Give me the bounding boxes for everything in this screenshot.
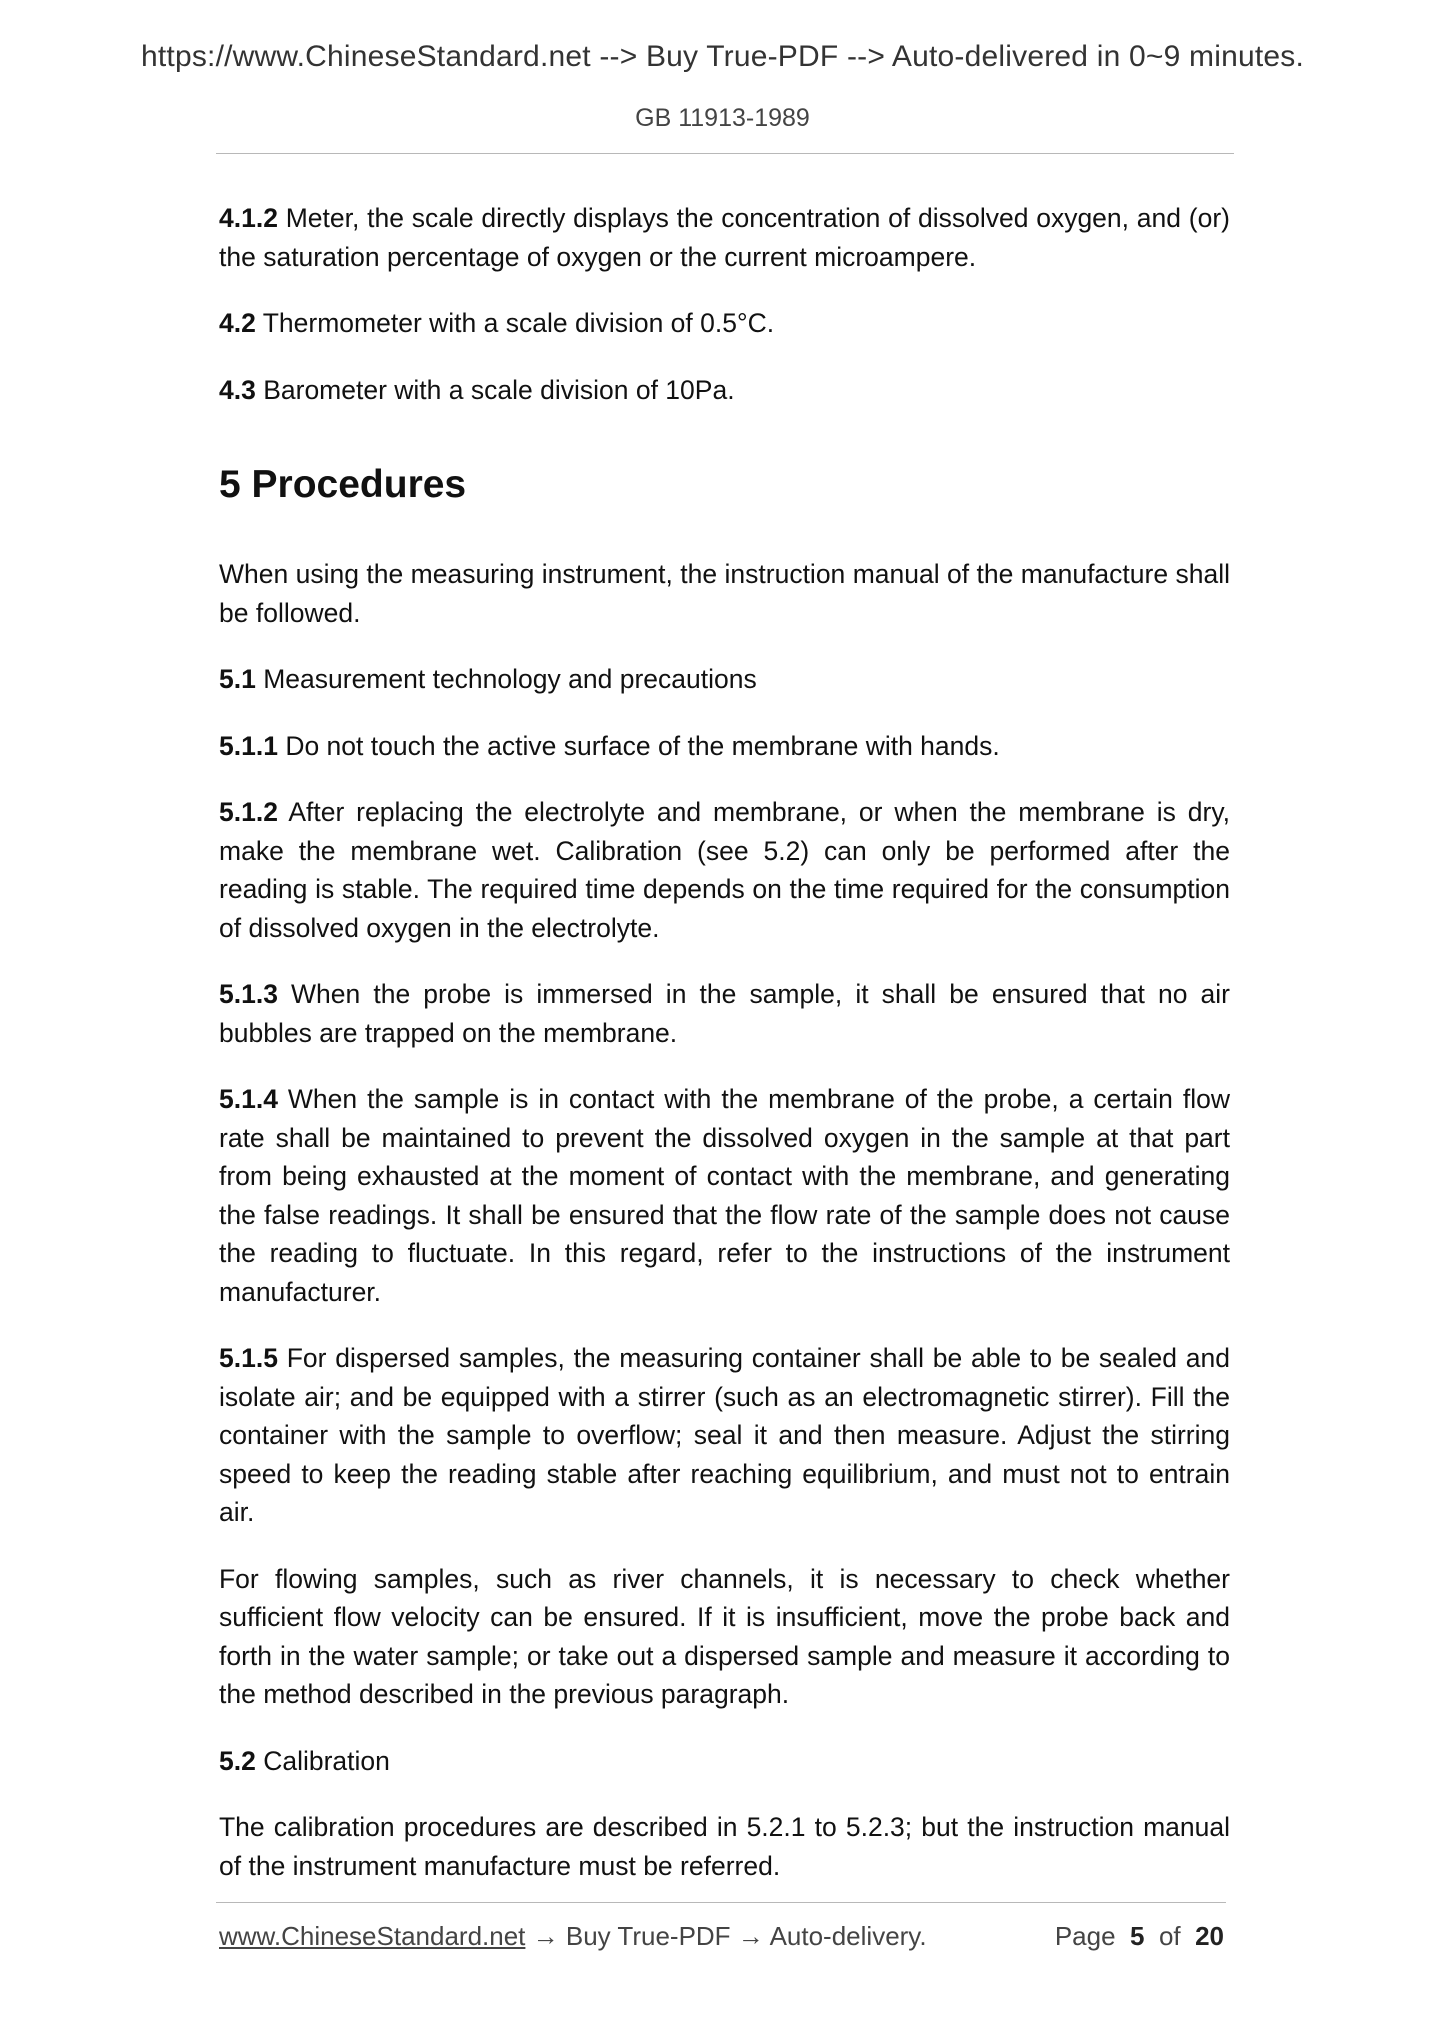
clause-text: Calibration <box>255 1745 390 1776</box>
clause-text: When the probe is immersed in the sample, it shall be ensured that no air bubbles are trapped on the membrane. <box>219 979 1230 1048</box>
section-intro: When using the measuring instrument, the instruction manual of the manufacture shall be followed. <box>219 559 1230 628</box>
clause-5-1-1 <box>219 727 1230 766</box>
clause-5-1-5 <box>219 1339 1230 1532</box>
top-banner-url[interactable]: https://www.ChineseStandard.net --> Buy True-PDF --> Auto-delivered in 0~9 minutes. <box>141 40 1304 73</box>
clause-text: Barometer with a scale division of 10Pa. <box>255 374 735 405</box>
clause-text: For dispersed samples, the measuring container shall be able to be sealed and isolate air; and be equipped with a stirrer (such as an electromagnetic stirrer). Fill the container with the sample to overflow; seal it and then measure. Adjust the stirring speed to keep the reading stable after reaching equilibrium, and must not to entrain air. <box>219 1343 1230 1527</box>
clause-4-2 <box>219 304 1230 343</box>
flowing-samples-paragraph: For flowing samples, such as river channels, it is necessary to check whether sufficient flow velocity can be ensured. If it is insufficient, move the probe back and forth in the water sample; or take out a dispersed sample and measure it according to the method described in the previous paragraph. <box>219 1563 1230 1709</box>
clause-number: 4.2 <box>219 308 256 338</box>
page-counter <box>1055 1921 1224 1952</box>
clause-number: 4.3 <box>219 374 256 405</box>
clause-5-1 <box>219 660 1230 699</box>
standard-code: GB 11913-1989 <box>635 104 810 132</box>
clause-number: 5.1.2 <box>219 797 278 827</box>
clause-number: 5.1.1 <box>219 730 278 761</box>
page-number: 5 <box>1130 1921 1145 1951</box>
clause-number: 5.1.5 <box>219 1343 278 1373</box>
clause-text: Thermometer with a scale division of 0.5°C. <box>255 308 775 338</box>
footer-site-link[interactable]: www.ChineseStandard.net <box>219 1921 526 1951</box>
of-label: of <box>1158 1921 1181 1951</box>
total-pages: 20 <box>1195 1921 1224 1951</box>
header-divider <box>216 153 1234 154</box>
clause-5-1-3 <box>219 975 1230 1052</box>
clause-text: Do not touch the active surface of the membrane with hands. <box>277 730 1000 761</box>
clause-number: 5.2 <box>219 1745 256 1776</box>
clause-text: Meter, the scale directly displays the concentration of dissolved oxygen, and (or) the saturation percentage of oxygen or the current microampere. <box>219 203 1230 272</box>
document-body <box>219 199 1230 1885</box>
clause-4-3 <box>219 371 1230 410</box>
clause-number: 4.1.2 <box>219 203 278 233</box>
clause-text: Measurement technology and precautions <box>255 664 757 694</box>
clause-5-1-2 <box>219 793 1230 947</box>
clause-number: 5.1.4 <box>219 1084 278 1114</box>
clause-number: 5.1 <box>219 664 256 694</box>
clause-5-1-4 <box>219 1080 1230 1311</box>
clause-text: After replacing the electrolyte and membrane, or when the membrane is dry, make the membrane wet. Calibration (see 5.2) can only be performed after the reading is stable. The required time depends on the time required for the consumption of dissolved oxygen in the electrolyte. <box>219 797 1230 943</box>
footer-divider <box>216 1902 1226 1903</box>
clause-number: 5.1.3 <box>219 979 278 1009</box>
section-heading: 5 Procedures <box>219 463 467 506</box>
clause-4-1-2 <box>219 199 1230 276</box>
footer-left <box>219 1921 927 1952</box>
clause-5-2 <box>219 1742 1230 1781</box>
calibration-paragraph: The calibration procedures are described in 5.2.1 to 5.2.3; but the instruction manual of the instrument manufacture must be referred. <box>219 1812 1230 1881</box>
page-label: Page <box>1054 1921 1116 1951</box>
footer-tagline: → Buy True-PDF → Auto-delivery. <box>525 1921 927 1951</box>
clause-text: When the sample is in contact with the membrane of the probe, a certain flow rate shall be maintained to prevent the dissolved oxygen in the sample at that part from being exhausted at the moment of contact with the membrane, and generating the false readings. It shall be ensured that the flow rate of the sample does not cause the reading to fluctuate. In this regard, refer to the instructions of the instrument manufacturer. <box>219 1084 1230 1307</box>
